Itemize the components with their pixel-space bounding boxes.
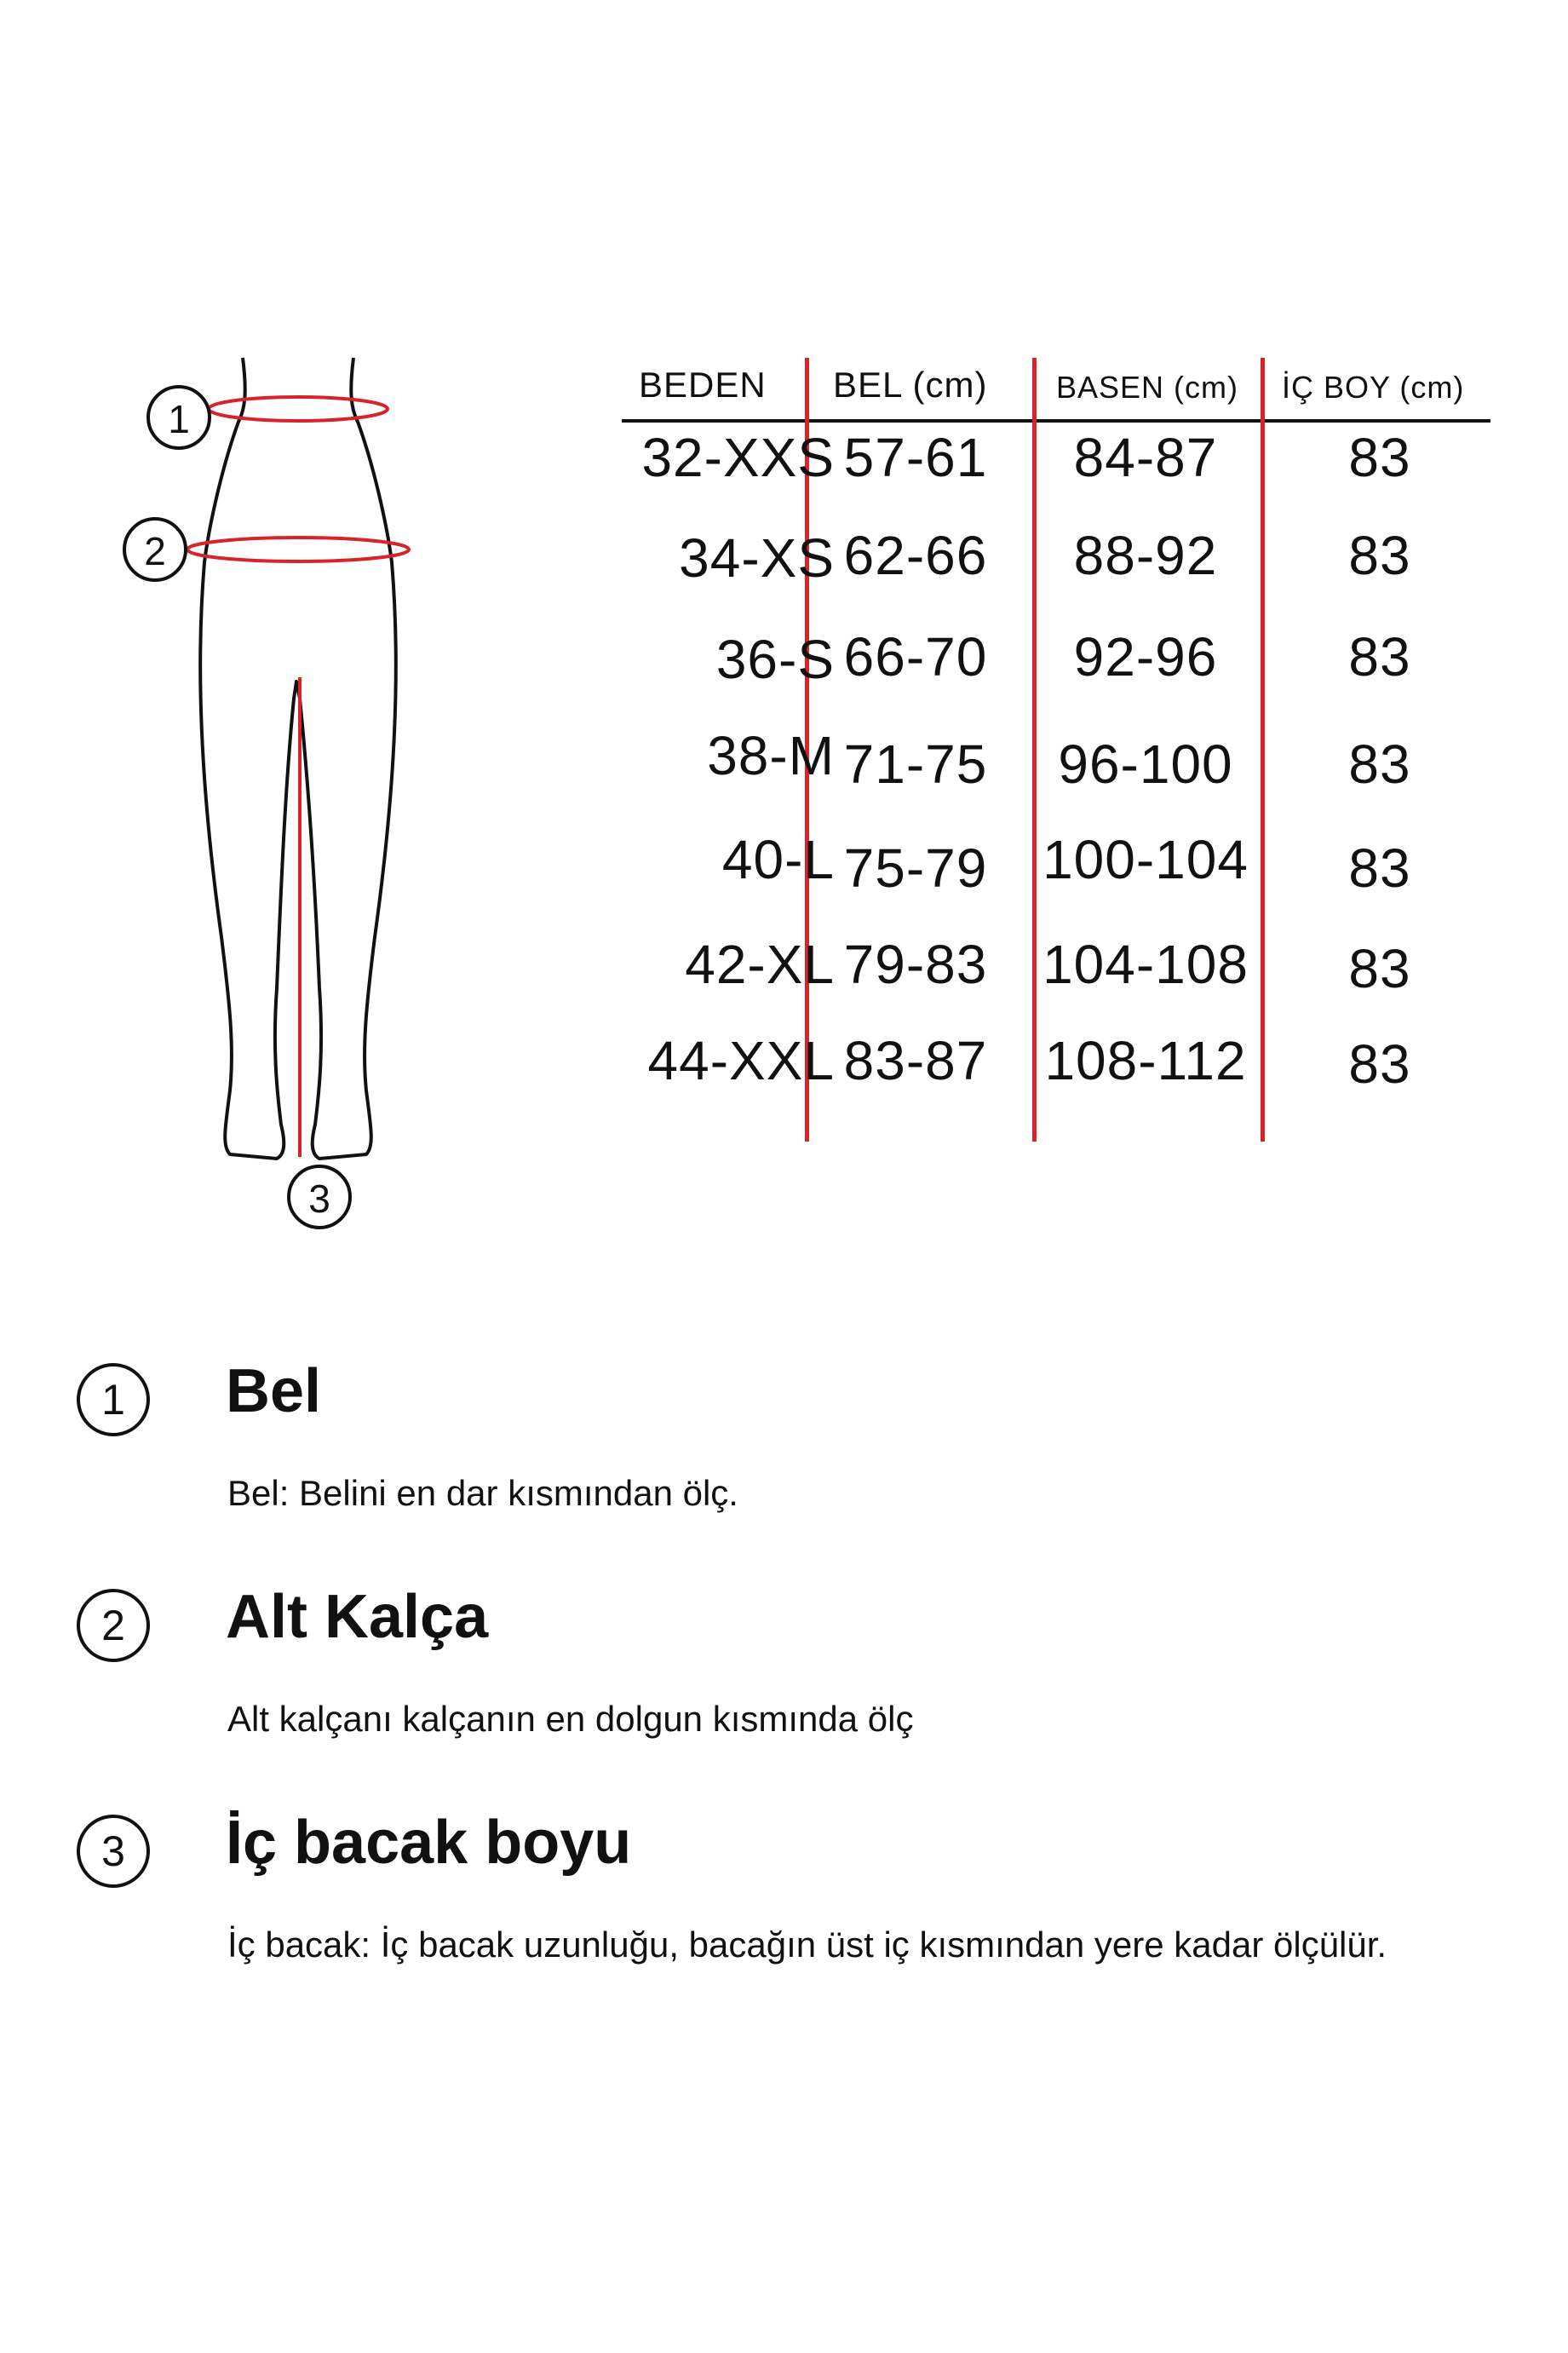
marker-3-label: 3: [308, 1176, 330, 1221]
header-basen: BASEN (cm): [1056, 370, 1239, 405]
marker-1-label: 1: [168, 397, 190, 441]
hip-line: [187, 538, 409, 561]
cell-ic-boy: 83: [1348, 626, 1411, 687]
cell-bel: 79-83: [843, 934, 988, 995]
legend-title: İç bacak boyu: [226, 1809, 632, 1877]
legend-title: Alt Kalça: [226, 1583, 489, 1651]
number-1-icon: 1: [77, 1363, 150, 1436]
cell-basen: 92-96: [1073, 626, 1218, 687]
marker-1-icon: [148, 387, 210, 448]
legend-description: Alt kalçanı kalçanın en dolgun kısmında ölç: [227, 1699, 914, 1739]
header-divider: [622, 419, 1490, 423]
header-beden: BEDEN: [639, 365, 767, 405]
waist-line: [209, 397, 388, 421]
cell-ic-boy: 83: [1348, 938, 1411, 999]
cell-bel: 62-66: [843, 525, 988, 586]
cell-basen: 96-100: [1058, 734, 1233, 795]
cell-ic-boy: 83: [1348, 525, 1411, 586]
cell-size: 38-M: [707, 725, 835, 786]
cell-size: 32-XXS: [641, 427, 835, 488]
legs-silhouette-icon: [102, 341, 494, 1261]
cell-bel: 71-75: [843, 734, 988, 795]
legend-description: İç bacak: İç bacak uzunluğu, bacağın üst iç kısmından yere kadar ölçülür.: [227, 1924, 1387, 1965]
cell-bel: 66-70: [843, 626, 988, 687]
cell-ic-boy: 83: [1348, 734, 1411, 795]
cell-basen: 84-87: [1073, 427, 1218, 488]
legend-description: Bel: Belini en dar kısmından ölç.: [227, 1473, 738, 1513]
body-measurement-figure: [102, 341, 494, 1261]
cell-basen: 88-92: [1073, 525, 1218, 586]
cell-ic-boy: 83: [1348, 837, 1411, 899]
number-2-icon: 2: [77, 1589, 150, 1662]
cell-size: 42-XL: [685, 934, 835, 995]
cell-size: 44-XXL: [647, 1030, 835, 1091]
cell-ic-boy: 83: [1348, 427, 1411, 488]
cell-bel: 83-87: [843, 1030, 988, 1091]
cell-bel: 75-79: [843, 837, 988, 899]
cell-size: 34-XS: [679, 527, 835, 589]
header-ic-boy: İÇ BOY (cm): [1282, 370, 1465, 405]
cell-bel: 57-61: [843, 427, 988, 488]
column-divider-3: [1261, 358, 1265, 1142]
cell-basen: 108-112: [1044, 1030, 1247, 1091]
number-3-icon: 3: [77, 1815, 150, 1888]
size-table: [579, 341, 1499, 1142]
cell-size: 36-S: [715, 629, 835, 690]
marker-2-label: 2: [144, 529, 166, 573]
marker-2-icon: [124, 519, 186, 580]
legend-title: Bel: [226, 1357, 322, 1425]
cell-basen: 104-108: [1042, 934, 1249, 995]
cell-ic-boy: 83: [1348, 1033, 1411, 1095]
cell-size: 40-L: [721, 829, 835, 890]
marker-3-icon: [289, 1166, 350, 1228]
header-bel: BEL (cm): [833, 365, 988, 405]
cell-basen: 100-104: [1042, 829, 1249, 890]
